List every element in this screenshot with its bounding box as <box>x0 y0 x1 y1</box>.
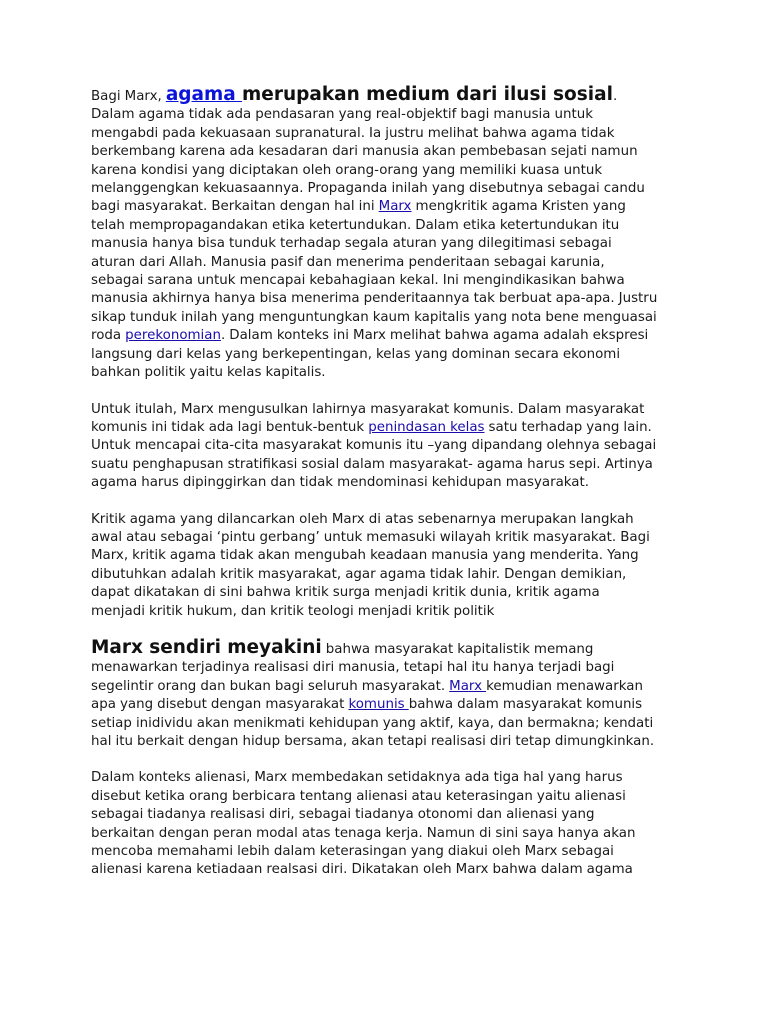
paragraph-gap <box>91 493 691 511</box>
paragraph-4 <box>91 636 691 751</box>
paragraph-text: bahwa masyarakat kapitalistik memang menawarkan terjadinya realisasi diri manusia, tetapi hal itu hanya terjadi bagi segelintir orang dan bukan bagi seluruh masyarakat. <box>91 641 615 694</box>
link-penindasan-kelas[interactable]: penindasan kelas <box>368 419 485 435</box>
paragraph-1 <box>91 86 691 383</box>
link-marx[interactable]: Marx <box>378 199 412 215</box>
paragraph-text: . Dalam agama tidak ada pendasaran yang real-objektif bagi manusia untuk mengabdi pada kekuasaan supranatural. Ia justru melihat bahwa agama tidak berkembang karena ada kesadaran dari manusia akan pembebasan sejati namun karena kondisi yang diciptakan oleh orang-orang yang memiliki kuasa untuk melanggengkan kekuasaannya. Propaganda inilah yang disebutnya sebagai candu bagi masyarakat. Berkaitan dengan hal ini <box>91 89 645 215</box>
heading-inline: merupakan medium dari ilusi sosial <box>242 84 613 105</box>
document-body <box>91 86 691 880</box>
paragraph-3 <box>91 511 691 621</box>
paragraph-text: . Dalam konteks ini Marx melihat bahwa agama adalah ekspresi langsung dari kelas yang berkepentingan, kelas yang dominan secara ekonomi bahkan politik yaitu kelas kapitalis. <box>91 328 649 381</box>
paragraph-text: Kritik agama yang dilancarkan oleh Marx di atas sebenarnya merupakan langkah awal atau sebagai ‘pintu gerbang’ untuk memasuki wilayah kritik masyarakat. Bagi Marx, kritik agama tidak akan mengubah keadaan manusia yang menderita. Yang dibutuhkan adalah kritik masyarakat, agar agama tidak lahir. Dengan demikian, dapat dikatakan di sini bahwa kritik surga menjadi kritik dunia, kritik agama menjadi kritik hukum, dan kritik teologi menjadi kritik politik <box>91 511 650 619</box>
link-marx[interactable]: Marx <box>449 678 487 694</box>
paragraph-2 <box>91 401 691 493</box>
paragraph-gap <box>91 751 691 769</box>
paragraph-5 <box>91 769 691 879</box>
link-agama[interactable]: agama <box>165 84 243 105</box>
paragraph-text: Bagi Marx, <box>91 89 166 104</box>
paragraph-gap <box>91 383 691 401</box>
paragraph-text: satu terhadap yang lain. Untuk mencapai cita-cita masyarakat komunis itu –yang dipandang olehnya sebagai suatu penghapusan stratifikasi sosial dalam masyarakat- agama harus sepi. Artinya agama harus dipinggirkan dan tidak mendominasi kehidupan masyarakat. <box>91 419 657 491</box>
heading-inline: Marx sendiri meyakini <box>91 636 322 658</box>
link-perekonomian[interactable]: perekonomian <box>125 328 221 344</box>
paragraph-text: mengkritik agama Kristen yang telah mempropagandakan etika ketertundukan. Dalam etika ketertundukan itu manusia hanya bisa tunduk terhadap segala aturan yang dilegitimasi sebagai aturan dari Allah. Manusia pasif dan menerima penderitaan sebagai karunia, sebagai sarana untuk mencapai kebahagiaan kekal. Ini mengindikasikan bahwa manusia akhirnya hanya bisa menerima penderitaannya tak berbuat apa-apa. Justru sikap tunduk inilah yang menguntungkan kaum kapitalis yang nota bene menguasai roda <box>91 199 658 344</box>
link-komunis[interactable]: komunis <box>348 697 409 713</box>
paragraph-text: bahwa dalam masyarakat komunis setiap inidividu akan menikmati kehidupan yang aktif, kaya, dan bermakna; kendati hal itu berkait dengan hidup bersama, akan tetapi realisasi diri tetap dimungkinkan. <box>91 697 655 749</box>
paragraph-text: Untuk itulah, Marx mengusulkan lahirnya masyarakat komunis. Dalam masyarakat komunis ini tidak ada lagi bentuk-bentuk <box>91 401 645 435</box>
paragraph-text: Dalam konteks alienasi, Marx membedakan setidaknya ada tiga hal yang harus disebut ketika orang berbicara tentang alienasi atau keterasingan yaitu alienasi sebagai tiadanya realisasi diri, sebagai tiadanya otonomi dan alienasi yang berkaitan dengan peran modal atas tenaga kerja. Namun di sini saya hanya akan mencoba memahami lebih dalam keterasingan yang diakui oleh Marx sebagai alienasi karena ketiadaan realsasi diri. Dikatakan oleh Marx bahwa dalam agama <box>91 770 636 878</box>
paragraph-text: kemudian menawarkan apa yang disebut dengan masyarakat <box>91 678 643 713</box>
